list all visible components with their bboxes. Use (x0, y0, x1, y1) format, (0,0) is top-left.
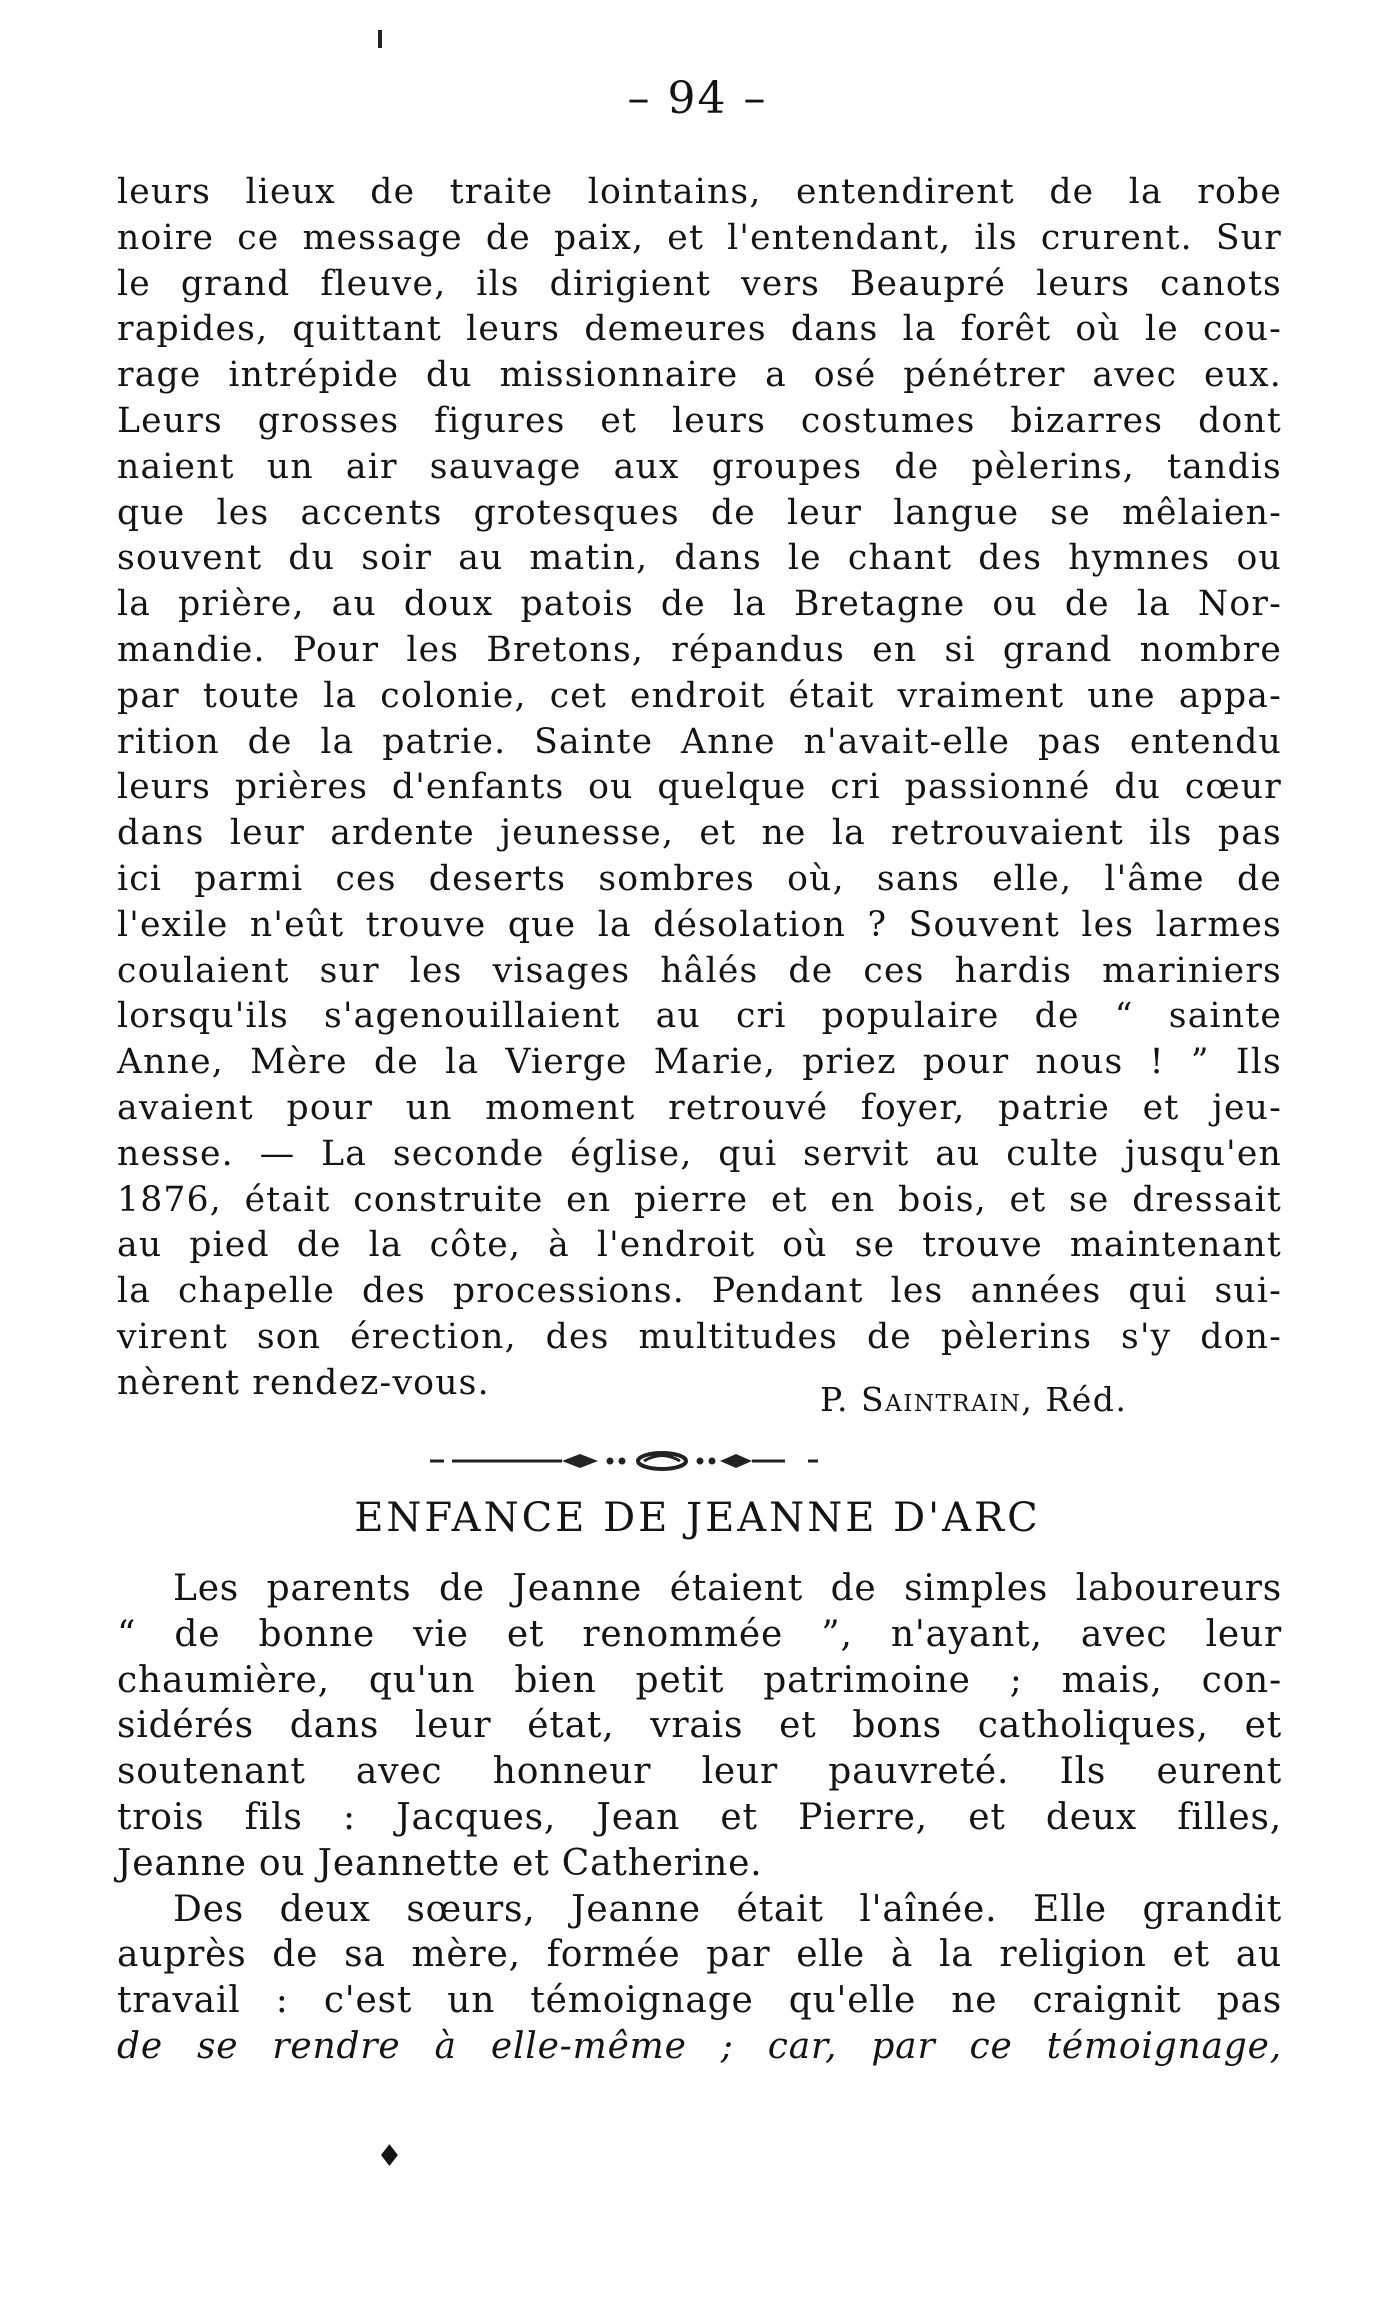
text-line: noire ce message de paix, et l'entendant, ils crurent. Sur (117, 217, 1282, 258)
text-line: souvent du soir au matin, dans le chant des hymnes ou (117, 538, 1282, 579)
author-signature (820, 1378, 1127, 1422)
bottom-print-mark: ♦ (376, 2139, 403, 2174)
signature-name: Saintrain (861, 1380, 1022, 1419)
signature-initial: P. (820, 1380, 850, 1419)
text-line: travail : c'est un témoignage qu'elle ne craignit pas (117, 1980, 1282, 2022)
italic-phrase: car, par ce témoignage, (767, 2025, 1282, 2067)
text-line: virent son érection, des multitudes de pèlerins s'y don- (117, 1316, 1282, 1357)
text-line: la prière, au doux patois de la Bretagne ou de la Nor- (117, 584, 1282, 625)
text-line: Jeanne ou Jeannette et Catherine. (117, 1842, 763, 1884)
text-line: par toute la colonie, cet endroit était vraiment une appa- (117, 675, 1282, 716)
text-line: avaient pour un moment retrouvé foyer, patrie et jeu- (117, 1087, 1282, 1128)
text-line: auprès de sa mère, formée par elle à la religion et au (117, 1934, 1282, 1976)
italic-phrase: de se rendre à elle-même ; (117, 2025, 734, 2067)
text-line: leurs prières d'enfants ou quelque cri passionné du cœur (117, 767, 1282, 808)
text-line: nesse. — La seconde église, qui servit au culte jusqu'en (117, 1133, 1282, 1174)
article-one-body (117, 170, 1282, 1407)
print-mark (378, 30, 382, 48)
text-line-italic (117, 2024, 1282, 2070)
text-line: soutenant avec honneur leur pauvreté. Ils eurent (117, 1751, 1282, 1793)
text-line: trois fils : Jacques, Jean et Pierre, et deux filles, (117, 1796, 1282, 1838)
text-line: naient un air sauvage aux groupes de pèlerins, tandis (117, 446, 1282, 487)
text-line: que les accents grotesques de leur langue se mêlaien- (117, 492, 1282, 533)
text-line: “ de bonne vie et renommée ”, n'ayant, avec leur (117, 1613, 1282, 1655)
article-two-body (117, 1566, 1282, 2070)
page-number: – 94 – (627, 73, 768, 124)
text-line: la chapelle des processions. Pendant les années qui sui- (117, 1271, 1282, 1312)
text-line: Leurs grosses figures et leurs costumes bizarres dont (117, 400, 1282, 441)
text-line: sidérés dans leur état, vrais et bons catholiques, et (117, 1705, 1282, 1747)
signature-suffix: , Réd. (1021, 1380, 1128, 1419)
section-divider-ornament (430, 1446, 950, 1476)
text-line: l'exile n'eût trouve que la désolation ? Souvent les larmes (117, 904, 1282, 945)
text-line: le grand fleuve, ils dirigient vers Beaupré leurs canots (117, 263, 1282, 304)
article-title: ENFANCE DE JEANNE D'ARC (354, 1495, 1041, 1541)
text-line: Des deux sœurs, Jeanne était l'aînée. Elle grandit (173, 1888, 1282, 1930)
text-line: leurs lieux de traite lointains, entendirent de la robe (117, 172, 1282, 212)
text-line: Anne, Mère de la Vierge Marie, priez pour nous ! ” Ils (117, 1042, 1282, 1083)
text-line: coulaient sur les visages hâlés de ces hardis mariniers (117, 950, 1282, 991)
text-line: Les parents de Jeanne étaient de simples laboureurs (173, 1568, 1282, 1609)
text-line: mandie. Pour les Bretons, répandus en si grand nombre (117, 629, 1282, 670)
text-line: nèrent rendez-vous. (117, 1362, 490, 1403)
text-line: chaumière, qu'un bien petit patrimoine ; mais, con- (117, 1659, 1282, 1701)
text-line: au pied de la côte, à l'endroit où se trouve maintenant (117, 1225, 1282, 1266)
text-line: lorsqu'ils s'agenouillaient au cri populaire de “ sainte (117, 996, 1282, 1037)
text-line: rage intrépide du missionnaire a osé pénétrer avec eux. (117, 355, 1282, 396)
text-line: dans leur ardente jeunesse, et ne la retrouvaient ils pas (117, 813, 1282, 854)
text-line: ici parmi ces deserts sombres où, sans elle, l'âme de (117, 858, 1282, 899)
text-line: 1876, était construite en pierre et en bois, et se dressait (117, 1179, 1282, 1220)
text-line: rition de la patrie. Sainte Anne n'avait-elle pas entendu (117, 721, 1282, 762)
text-line: rapides, quittant leurs demeures dans la forêt où le cou- (117, 309, 1282, 350)
